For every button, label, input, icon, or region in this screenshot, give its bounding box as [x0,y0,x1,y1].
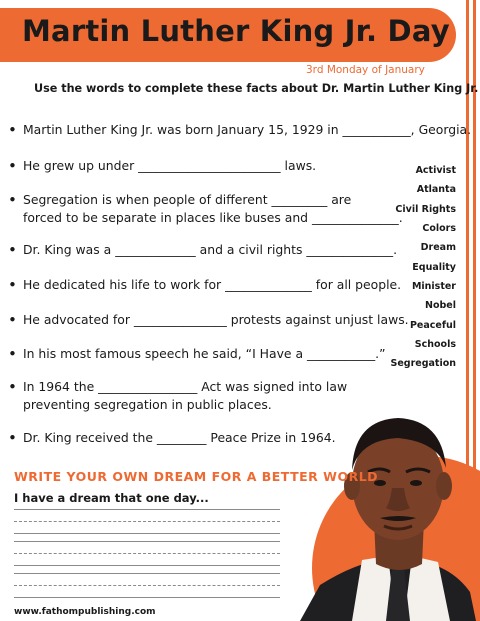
dream-prompt: I have a dream that one day... [14,491,209,505]
writing-line [14,597,280,598]
bullet: • [8,158,17,173]
dream-heading: WRITE YOUR OWN DREAM FOR A BETTER WORLD [14,469,379,484]
writing-line [14,573,280,574]
word-bank-item: Peaceful [409,320,456,331]
word-bank-item: Equality [412,262,456,273]
writing-line [14,553,280,554]
fact-5 [6,276,401,294]
instructions: Use the words to complete these facts about Dr. Martin Luther King Jr. [34,82,479,95]
writing-line [14,541,280,542]
word-bank-item: Dream [420,242,456,253]
word-bank-item: Activist [415,165,456,176]
word-bank-item: Civil Rights [395,204,456,215]
footer-url: www.fathompublishing.com [14,607,156,617]
writing-line [14,521,280,522]
fact-text: Dr. King was a _____________ and a civil rights ______________. [22,242,398,257]
fact-7 [6,345,386,363]
bullet: • [8,430,17,445]
fact-8 [6,378,347,414]
bullet: • [8,346,17,361]
bullet: • [8,379,17,394]
fact-9 [6,429,336,447]
portrait-ear-right [436,472,452,500]
writing-line [14,585,280,586]
bullet: • [8,312,17,327]
fact-1 [6,121,471,139]
bullet: • [8,242,17,257]
word-bank-item: Colors [422,223,456,234]
fact-text: Dr. King received the ________ Peace Prize in 1964. [22,430,336,445]
writing-line [14,565,280,566]
word-bank-item: Atlanta [416,184,456,195]
fact-3 [6,191,403,227]
fact-text: He dedicated his life to work for ______________ for all people. [22,277,402,292]
bullet: • [8,277,17,292]
page-subtitle: 3rd Monday of January [306,64,425,76]
fact-text: He advocated for _______________ protests against unjust laws. [22,312,409,327]
fact-text: In his most famous speech he said, “I Have a ___________.” [22,346,386,361]
mlk-portrait-illustration [300,380,480,621]
word-bank-item: Schools [414,339,456,350]
page-title: Martin Luther King Jr. Day [22,14,450,48]
fact-text: He grew up under _______________________ laws. [22,158,317,173]
fact-4 [6,241,397,259]
writing-line [14,533,280,534]
word-bank-item: Segregation [390,358,456,369]
portrait-eye-right [410,480,422,486]
fact-text: Segregation is when people of different _________ are forced to be separate in places like buses and ______________. [22,192,403,225]
fact-6 [6,311,409,329]
bullet: • [8,192,17,207]
fact-2 [6,157,316,175]
fact-text: Martin Luther King Jr. was born January 15, 1929 in ___________, Georgia. [22,122,472,137]
fact-text: In 1964 the ________________ Act was signed into law preventing segregation in public places. [22,379,348,412]
word-bank-item: Minister [411,281,456,292]
bullet: • [8,122,17,137]
word-bank-item: Nobel [425,300,456,311]
writing-line [14,509,280,510]
